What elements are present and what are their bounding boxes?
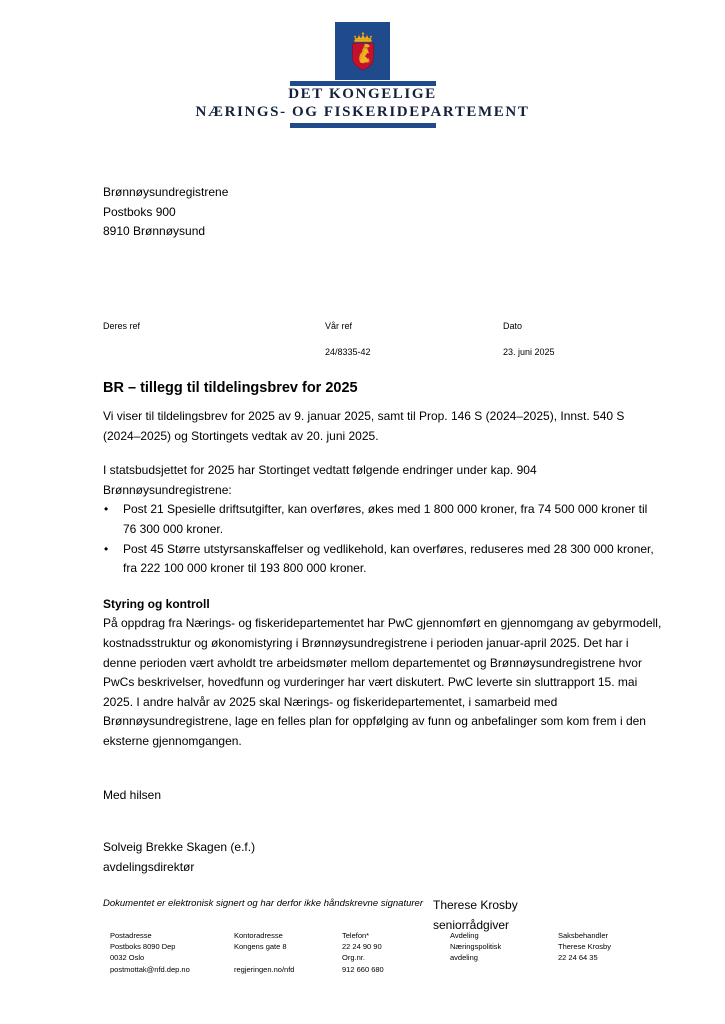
letterhead [0, 22, 725, 128]
footer-heading: Avdeling [450, 931, 479, 940]
list-item [103, 540, 663, 579]
department-line-1: DET KONGELIGE [288, 86, 437, 102]
footer-line: 912 660 680 [342, 964, 384, 974]
dato-label: Dato [503, 321, 523, 331]
bullet-icon: • [104, 541, 109, 556]
footer-spacer [234, 952, 294, 963]
list-item-text: Post 45 Større utstyrsanskaffelser og vedlikehold, kan overføres, reduseres med 28 300 000 kroner, fra 222 100 000 kroner til 193 800 000 kroner. [123, 541, 654, 576]
paragraph-intro: Vi viser til tildelingsbrev for 2025 av 9. januar 2025, samt til Prop. 146 S (2024–2025), Innst. 540 S (2024–2025) og Stortingets vedtak av 20. juni 2025. [103, 409, 625, 443]
footer-column-saksbehandler [558, 930, 611, 964]
footer-line: Næringspolitisk [450, 942, 502, 952]
recipient-address [103, 183, 228, 242]
signer-name: Solveig Brekke Skagen (e.f.) [103, 840, 256, 855]
spacer [103, 877, 663, 896]
footer-heading: Postadresse [110, 931, 152, 940]
list-item-text: Post 21 Spesielle driftsutgifter, kan overføres, økes med 1 800 000 kroner, fra 74 500 000 kroner til 76 300 000 kroner. [123, 502, 648, 536]
footer-website[interactable]: regjeringen.no/nfd [234, 964, 295, 974]
spacer [103, 767, 663, 786]
paragraph-styring-og-kontroll: På oppdrag fra Nærings- og fiskeridepartementet har PwC gjennomført en gjennomgang av gebyrmodell, kostnadsstruktur og økonomistyring i Brønnøysundregistrene i perioden januar-april 2025. Det har i denne perioden vært avholdt tre arbeidsmøter mellom departementet og Brønnøysundregistrene hvor PwCs beskrivelser, hovedfunn og vurderinger har vært diskutert. PwC leverte sin sluttrapport 15. mai 2025. I andre halvår av 2025 skal Nærings- og fiskeridepartementet, i samarbeid med Brønnøysundregistrene, lage en felles plan for oppfølging av funn og anbefalinger som kom frem i den eksterne gjennomgangen. [103, 616, 662, 748]
dato-column [503, 318, 555, 361]
footer-line: Postboks 8090 Dep [110, 942, 176, 952]
var-ref-column [325, 318, 371, 361]
footer-column-telefon [342, 930, 384, 975]
footer-line: Therese Krosby [558, 942, 611, 952]
footer-heading: Kontoradresse [234, 931, 283, 940]
signature-spacer [103, 805, 663, 838]
recipient-line-3: 8910 Brønnøysund [103, 224, 206, 238]
norwegian-royal-coat-of-arms-icon [348, 31, 378, 71]
signer-role: avdelingsdirektør [103, 859, 195, 874]
list-item [103, 500, 663, 539]
budget-changes-list [103, 500, 663, 578]
footer-line: Kongens gate 8 [234, 942, 287, 952]
footer-line: 0032 Oslo [110, 953, 145, 963]
footer-line: avdeling [450, 953, 478, 963]
department-name [196, 86, 530, 121]
var-ref-value: 24/8335-42 [325, 347, 371, 357]
closing-salutation: Med hilsen [103, 787, 162, 802]
footer-email[interactable]: postmottak@nfd.dep.no [110, 964, 190, 974]
letterhead-rule-bottom [290, 123, 436, 128]
footer-line: 22 24 90 90 [342, 942, 382, 952]
deres-ref-label: Deres ref [103, 321, 141, 331]
dato-value: 23. juni 2025 [503, 347, 555, 357]
var-ref-label: Vår ref [325, 321, 353, 331]
footer-column-avdeling [450, 930, 501, 964]
footer-heading: Saksbehandler [558, 931, 609, 940]
department-line-2: NÆRINGS- OG FISKERIDEPARTEMENT [195, 103, 530, 120]
page-title: BR – tillegg til tildelingsbrev for 2025 [103, 380, 358, 396]
bullet-icon: • [104, 502, 109, 517]
footer-heading: Telefon* [342, 931, 370, 940]
cosigner-role: seniorrådgiver [433, 917, 510, 932]
recipient-line-1: Brønnøysundregistrene [103, 185, 229, 199]
cosigner-name: Therese Krosby [433, 898, 518, 913]
paragraph-budget-intro: I statsbudsjettet for 2025 har Stortinget vedtatt følgende endringer under kap. 904 Brønnøysundregistrene: [103, 463, 537, 497]
recipient-line-2: Postboks 900 [103, 204, 176, 219]
deres-ref-column [103, 318, 140, 344]
section-heading-styring-og-kontroll: Styring og kontroll [103, 596, 210, 611]
crest-block [335, 22, 390, 80]
footer-column-postadresse [110, 930, 190, 975]
footer-line: Org.nr. [342, 953, 365, 963]
letter-body [103, 378, 663, 935]
electronic-signature-disclaimer: Dokumentet er elektronisk signert og har derfor ikke håndskrevne signaturer [103, 898, 423, 909]
footer-column-kontoradresse [234, 930, 294, 975]
footer-line: 22 24 64 35 [558, 953, 598, 963]
